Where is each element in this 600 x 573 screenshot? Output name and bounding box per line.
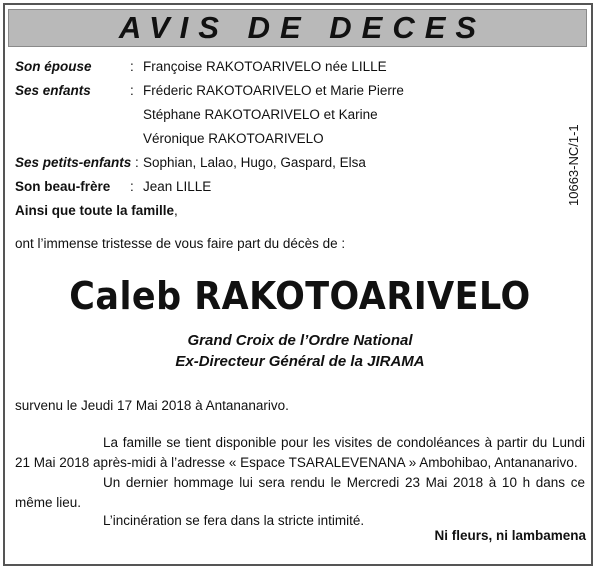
deceased-title-2: Ex-Directeur Général de la JIRAMA — [175, 353, 425, 370]
deceased-name: Caleb RAKOTOARIVELO — [69, 274, 531, 318]
spouse-label: Son épouse — [15, 59, 92, 74]
whole-family-line — [15, 203, 178, 218]
grandchildren-names: Sophian, Lalao, Hugo, Gaspard, Elsa — [143, 155, 366, 170]
children-line-2: Stéphane RAKOTOARIVELO et Karine — [143, 107, 378, 122]
brother-in-law-label: Son beau-frère — [15, 179, 111, 194]
death-date-line: survenu le Jeudi 17 Mai 2018 à Antananarivo. — [15, 398, 289, 413]
cremation-paragraph: L’incinération se fera dans la stricte intimité. — [103, 513, 365, 528]
condolences-paragraph: La famille se tient disponible pour les visites de condoléances à partir du Lundi 21 Mai 2018 après-midi à l’adresse « Espace TSARALEVENANA » Ambohibao, Antananarivo. — [15, 435, 585, 470]
grandchildren-label: Ses petits-enfants — [15, 155, 132, 170]
notice-header-banner — [8, 9, 587, 47]
notice-reference-number: 10663-NC/1-1 — [566, 124, 581, 206]
intro-sentence: ont l’immense tristesse de vous faire part du décès de : — [15, 236, 346, 251]
brother-in-law-name: Jean LILLE — [143, 179, 212, 194]
grandchildren-separator: : — [135, 155, 139, 170]
spouse-name: Françoise RAKOTOARIVELO née LILLE — [143, 59, 387, 74]
whole-family-text: Ainsi que toute la famille — [15, 203, 175, 218]
tribute-paragraph: Un dernier hommage lui sera rendu le Mercredi 23 Mai 2018 à 10 h dans ce même lieu. — [15, 475, 585, 510]
children-separator: : — [130, 83, 134, 98]
deceased-title-1: Grand Croix de l’Ordre National — [187, 332, 413, 349]
closing-note: Ni fleurs, ni lambamena — [434, 528, 586, 543]
children-line-1: Fréderic RAKOTOARIVELO et Marie Pierre — [143, 83, 404, 98]
notice-title: AVIS DE DECES — [118, 10, 487, 45]
spouse-separator: : — [130, 59, 134, 74]
children-label: Ses enfants — [15, 83, 91, 98]
children-line-3: Véronique RAKOTOARIVELO — [143, 131, 324, 146]
whole-family-comma: , — [174, 203, 178, 218]
brother-in-law-separator: : — [130, 179, 134, 194]
